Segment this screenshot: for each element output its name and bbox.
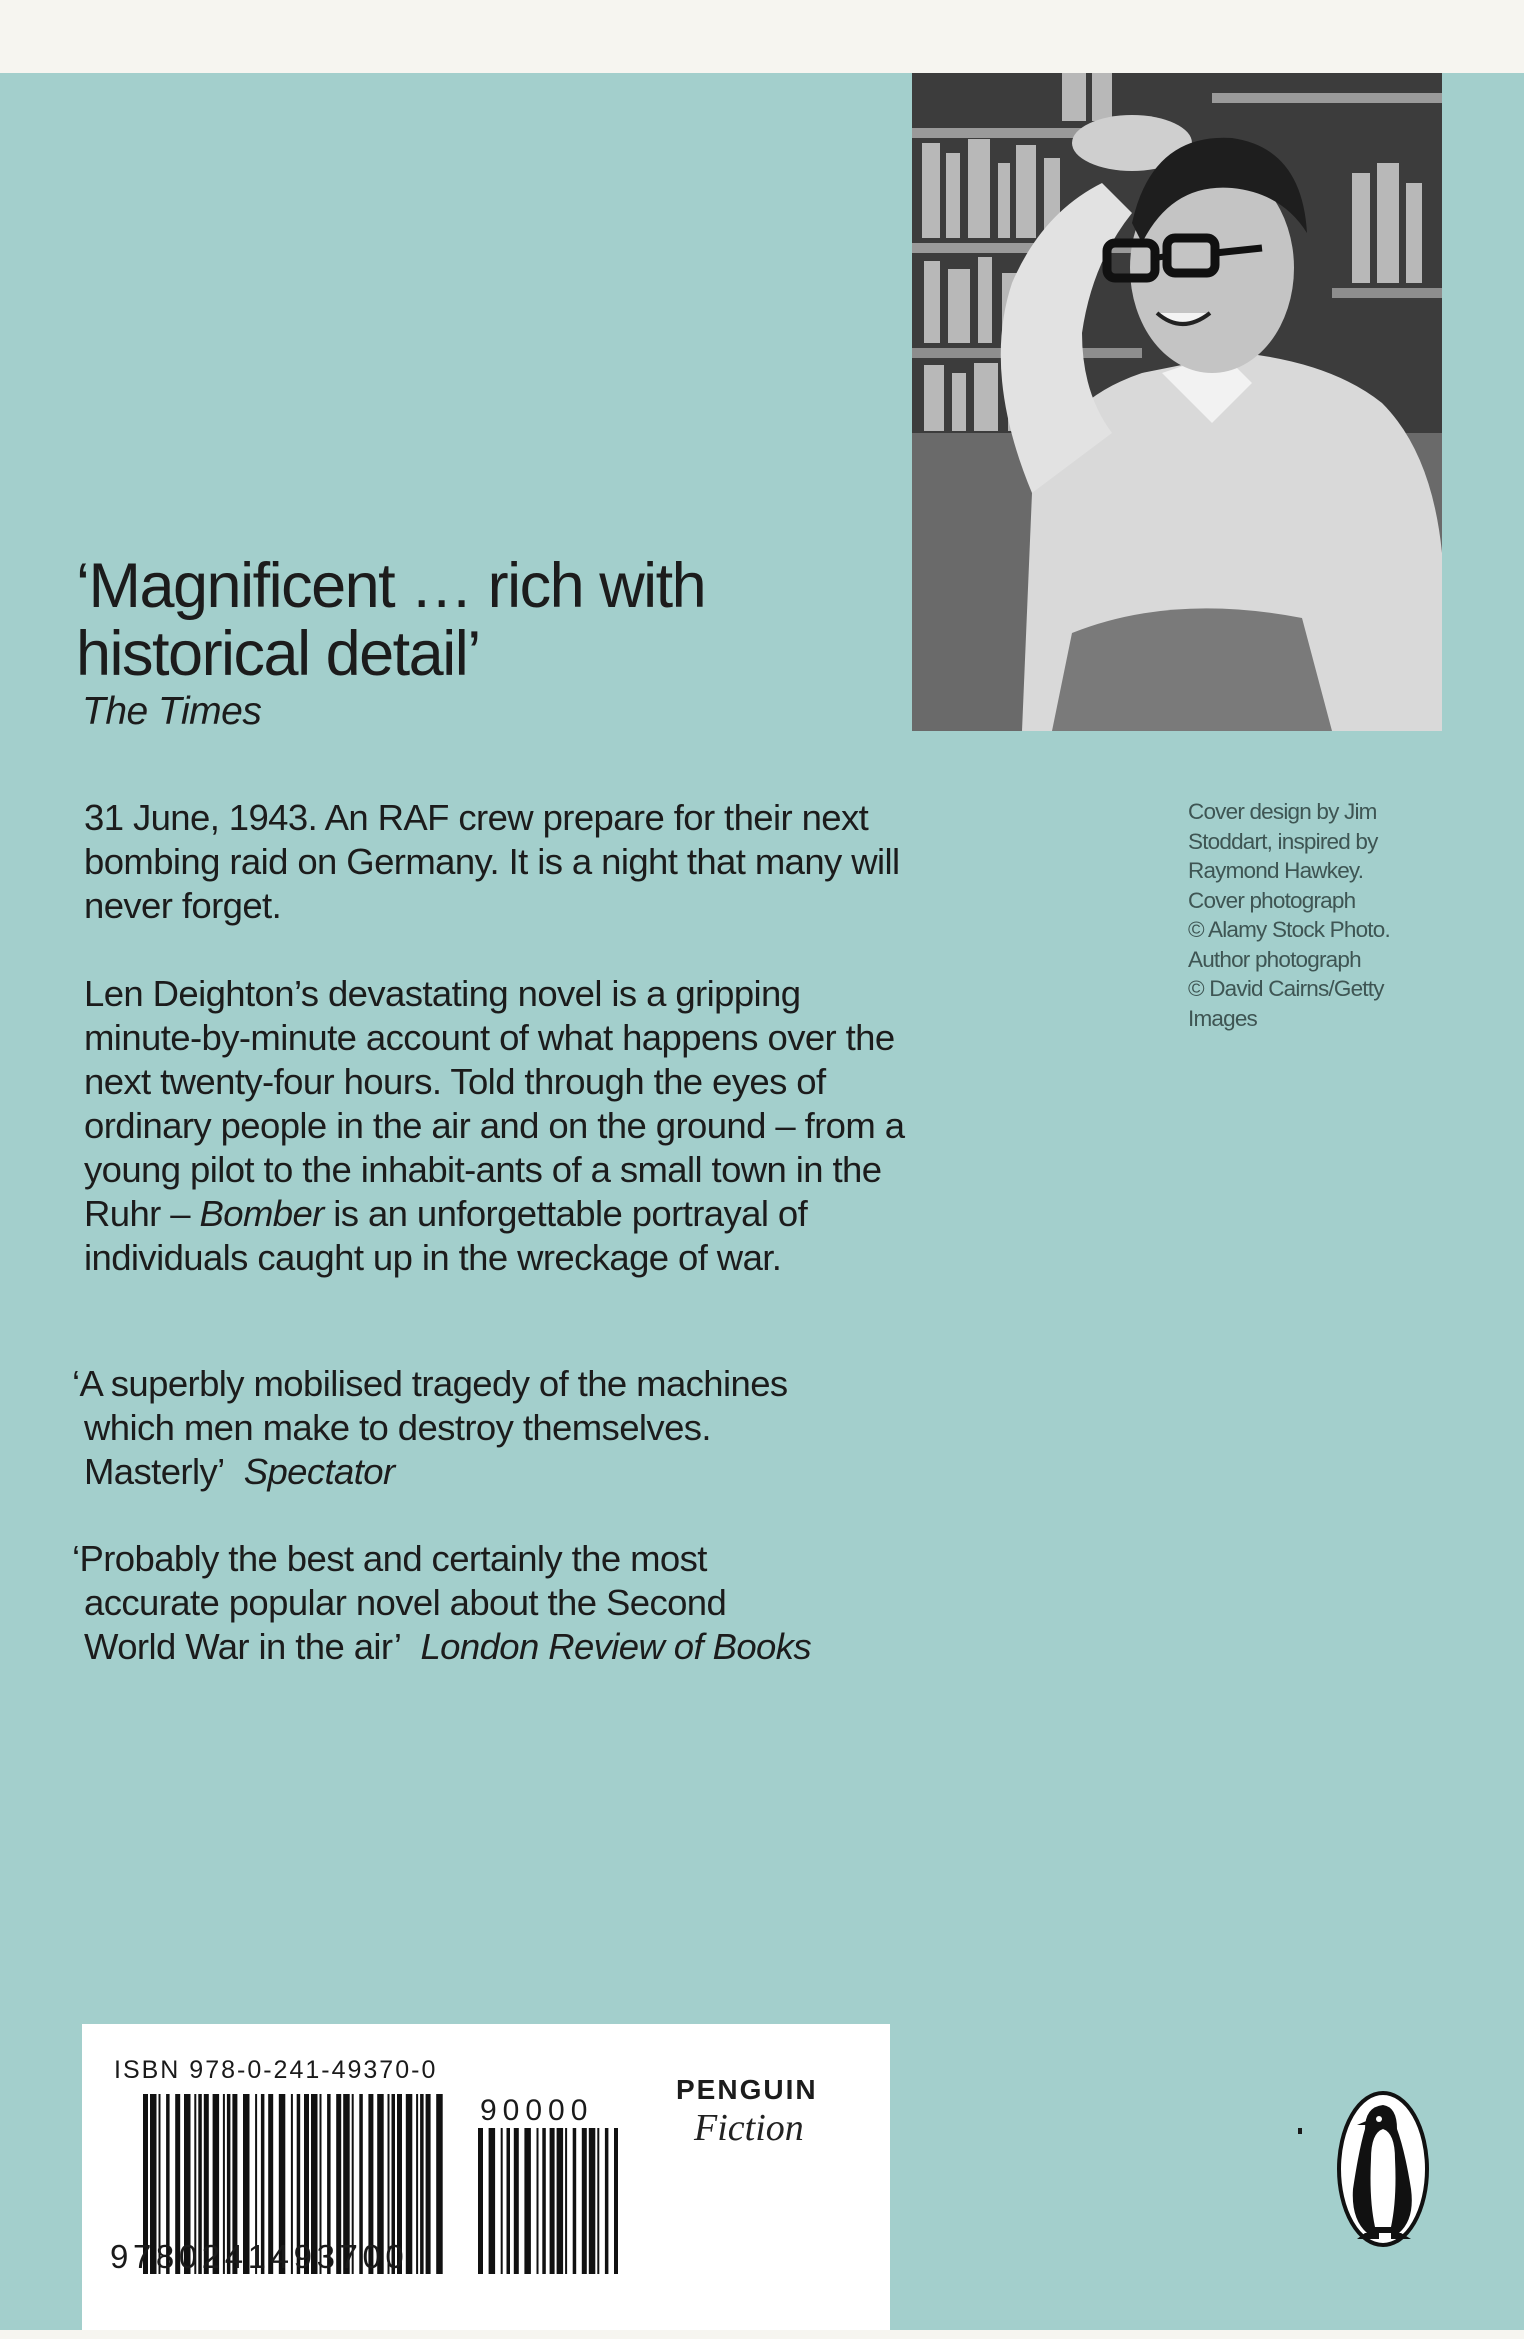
- barcode-bar: [436, 2094, 443, 2274]
- headline-quote: ‘Magnificent … rich with historical detail’: [76, 551, 706, 689]
- barcode-bar: [582, 2128, 587, 2274]
- author-photo-illustration: [912, 73, 1442, 731]
- penguin-logo-icon: [1335, 2089, 1431, 2249]
- barcode-bar: [614, 2128, 618, 2274]
- publisher-name: PENGUIN: [676, 2074, 818, 2105]
- barcode-bar: [550, 2128, 555, 2274]
- barcode-bar: [420, 2094, 424, 2274]
- author-photo: [912, 73, 1442, 731]
- review-line: accurate popular novel about the Second: [84, 1582, 727, 1623]
- review-source: Spectator: [243, 1451, 395, 1492]
- credit-line: Images: [1188, 1005, 1257, 1031]
- barcode-bar: [514, 2128, 519, 2274]
- barcode-bar: [589, 2128, 596, 2274]
- barcode-addon-digits: 90000: [480, 2094, 594, 2127]
- isbn-label: ISBN 978-0-241-49370-0: [114, 2056, 438, 2084]
- barcode-bar: [542, 2128, 546, 2274]
- barcode-bar: [565, 2128, 567, 2274]
- barcode-bar: [557, 2128, 564, 2274]
- barcode-bar: [478, 2128, 483, 2274]
- headline-quote-source: The Times: [82, 690, 262, 733]
- barcode-bar: [416, 2094, 418, 2274]
- review-source: London Review of Books: [420, 1626, 812, 1667]
- barcode-panel: [82, 2024, 890, 2330]
- review-lrb: [72, 1537, 922, 1669]
- barcode-bar: [597, 2128, 599, 2274]
- barcode-bar: [605, 2128, 609, 2274]
- review-line-text: Masterly’: [84, 1451, 225, 1492]
- credit-line: Cover design by Jim: [1188, 799, 1377, 824]
- credit-line: Stoddart, inspired by: [1188, 828, 1378, 854]
- credit-line: Raymond Hawkey.: [1188, 858, 1364, 883]
- credit-line: Cover photograph: [1188, 887, 1356, 913]
- blurb-text-before-title: Len Deighton’s devastating novel is a gripping minute-by-minute account of what happens over the next twenty-four hours. Told through the eyes of ordinary people in the air and on the ground – from a young pilot to the inhabit-ants of a small town in the Ruhr –: [84, 973, 905, 1234]
- cover-credits: [1188, 797, 1448, 1033]
- review-line: which men make to destroy themselves.: [84, 1407, 711, 1448]
- credit-line: © Alamy Stock Photo.: [1188, 917, 1390, 942]
- barcode-addon-bars: [478, 2128, 618, 2274]
- review-line: [72, 1625, 922, 1669]
- review-spectator: [72, 1362, 922, 1494]
- printer-mark: [1298, 2128, 1302, 2134]
- barcode-bar: [573, 2128, 577, 2274]
- review-line: ‘Probably the best and certainly the most: [72, 1538, 707, 1579]
- book-title-inline: Bomber: [199, 1193, 324, 1234]
- blurb-paragraph-2: [84, 972, 914, 1280]
- barcode-bar: [524, 2128, 531, 2274]
- barcode-bar: [489, 2128, 496, 2274]
- review-line: ‘A superbly mobilised tragedy of the machines: [72, 1363, 788, 1404]
- blurb-text-after-title: is an unforgettable portrayal of individuals caught up in the wreckage of war.: [84, 1193, 808, 1278]
- barcode-bar: [426, 2094, 431, 2274]
- credit-line: Author photograph: [1188, 946, 1361, 972]
- barcode-digits: 9780241493700: [110, 2238, 409, 2275]
- review-line-text: World War in the air’: [84, 1626, 402, 1667]
- blurb-paragraph-1: 31 June, 1943. An RAF crew prepare for their next bombing raid on Germany. It is a night that many will never forget.: [84, 797, 900, 926]
- barcode-bar: [507, 2128, 511, 2274]
- barcode-bar: [501, 2128, 503, 2274]
- credit-line: © David Cairns/Getty: [1188, 976, 1384, 1001]
- review-line: [72, 1450, 922, 1494]
- barcode-bar: [537, 2128, 539, 2274]
- publisher-imprint: Fiction: [694, 2107, 804, 2149]
